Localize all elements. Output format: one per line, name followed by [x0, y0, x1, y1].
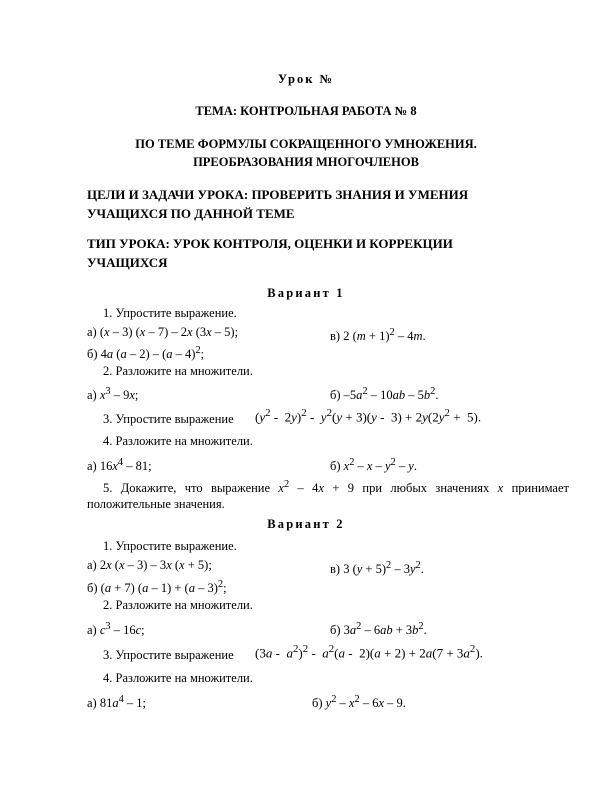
v1-task-3-expr: $(y^2 - 2y)^2 - y^2(y + 3)(y - 3) + 2y(2y^2 + 5)$. — [255, 407, 482, 425]
v1-task-3: 3. Упростите выражение — [103, 412, 234, 426]
v2-task-4b: б) $y^2 - x^2 - 6x - 9$. — [312, 694, 406, 711]
v2-task-1b: б) (a + 7) (a – 1) + (a – 3)$^2$; — [87, 579, 227, 596]
v2-task-2b: б) $3a^2 - 6ab + 3b^2$. — [330, 621, 427, 638]
goals-line-1: ЦЕЛИ И ЗАДАЧИ УРОКА: ПРОВЕРИТЬ ЗНАНИЯ И УМЕНИЯ — [87, 187, 469, 202]
v2-task-1a: а) 2x (x – 3) – 3x (x + 5); — [87, 558, 212, 572]
v1-task-5: 5. Докажите, что выражение $x^2 - 4x + 9$ при любых значениях x принимает положительные значения. — [87, 479, 569, 512]
v1-task-4b: б) $x^2$ – x – $y^2$ – y. — [330, 457, 417, 474]
goals-line-2: УЧАЩИХСЯ ПО ДАННОЙ ТЕМЕ — [87, 206, 295, 221]
v1-task-2b: б) $-5a^2 - 10ab - 5b^2$. — [330, 386, 439, 403]
v1-task-1b: б) 4a (a – 2) – (a – 4)$^2$; — [87, 345, 205, 362]
v2-task-3: 3. Упростите выражение — [103, 648, 234, 662]
v1-task-1a: а) (x – 3) (x – 7) – 2x (3x – 5); — [87, 325, 239, 339]
v2-task-4a: а) $81a^4 - 1$; — [87, 694, 147, 711]
v2-task-1v: в) 3 $(y + 5)^2 - 3y^2$. — [330, 560, 424, 577]
v1-task-1v: в) 2 $(m + 1)^2 - 4m$. — [330, 327, 426, 344]
subject-line-1: ПО ТЕМЕ ФОРМУЛЫ СОКРАЩЕННОГО УМНОЖЕНИЯ. — [135, 137, 477, 151]
v1-task-4: 4. Разложите на множители. — [103, 434, 253, 448]
v2-task-2a: а) $c^3 - 16c$; — [87, 621, 145, 638]
v2-task-4: 4. Разложите на множители. — [103, 671, 253, 685]
v2-task-3-expr: $(3a - a^2)^2 - a^2(a - 2)(a + 2) + 2a(7 + 3a^2)$. — [255, 643, 483, 661]
variant-1-title: Вариант 1 — [267, 286, 345, 300]
lesson-number: Урок № — [277, 72, 335, 86]
v1-task-4a: а) $16x^4 - 81$; — [87, 457, 152, 474]
v1-task-2: 2. Разложите на множители. — [103, 364, 253, 378]
v1-task-2a: а) $x^3 - 9x$; — [87, 386, 139, 403]
type-line-1: ТИП УРОКА: УРОК КОНТРОЛЯ, ОЦЕНКИ И КОРРЕКЦИИ — [87, 236, 453, 251]
variant-2-title: Вариант 2 — [267, 517, 345, 531]
type-line-2: УЧАЩИХСЯ — [87, 255, 168, 270]
v2-task-2: 2. Разложите на множители. — [103, 598, 253, 612]
v1-task-1: 1. Упростите выражение. — [103, 306, 237, 320]
lesson-topic: ТЕМА: КОНТРОЛЬНАЯ РАБОТА № 8 — [195, 104, 417, 118]
subject-line-2: ПРЕОБРАЗОВАНИЯ МНОГОЧЛЕНОВ — [193, 155, 419, 169]
v2-task-1: 1. Упростите выражение. — [103, 539, 237, 553]
